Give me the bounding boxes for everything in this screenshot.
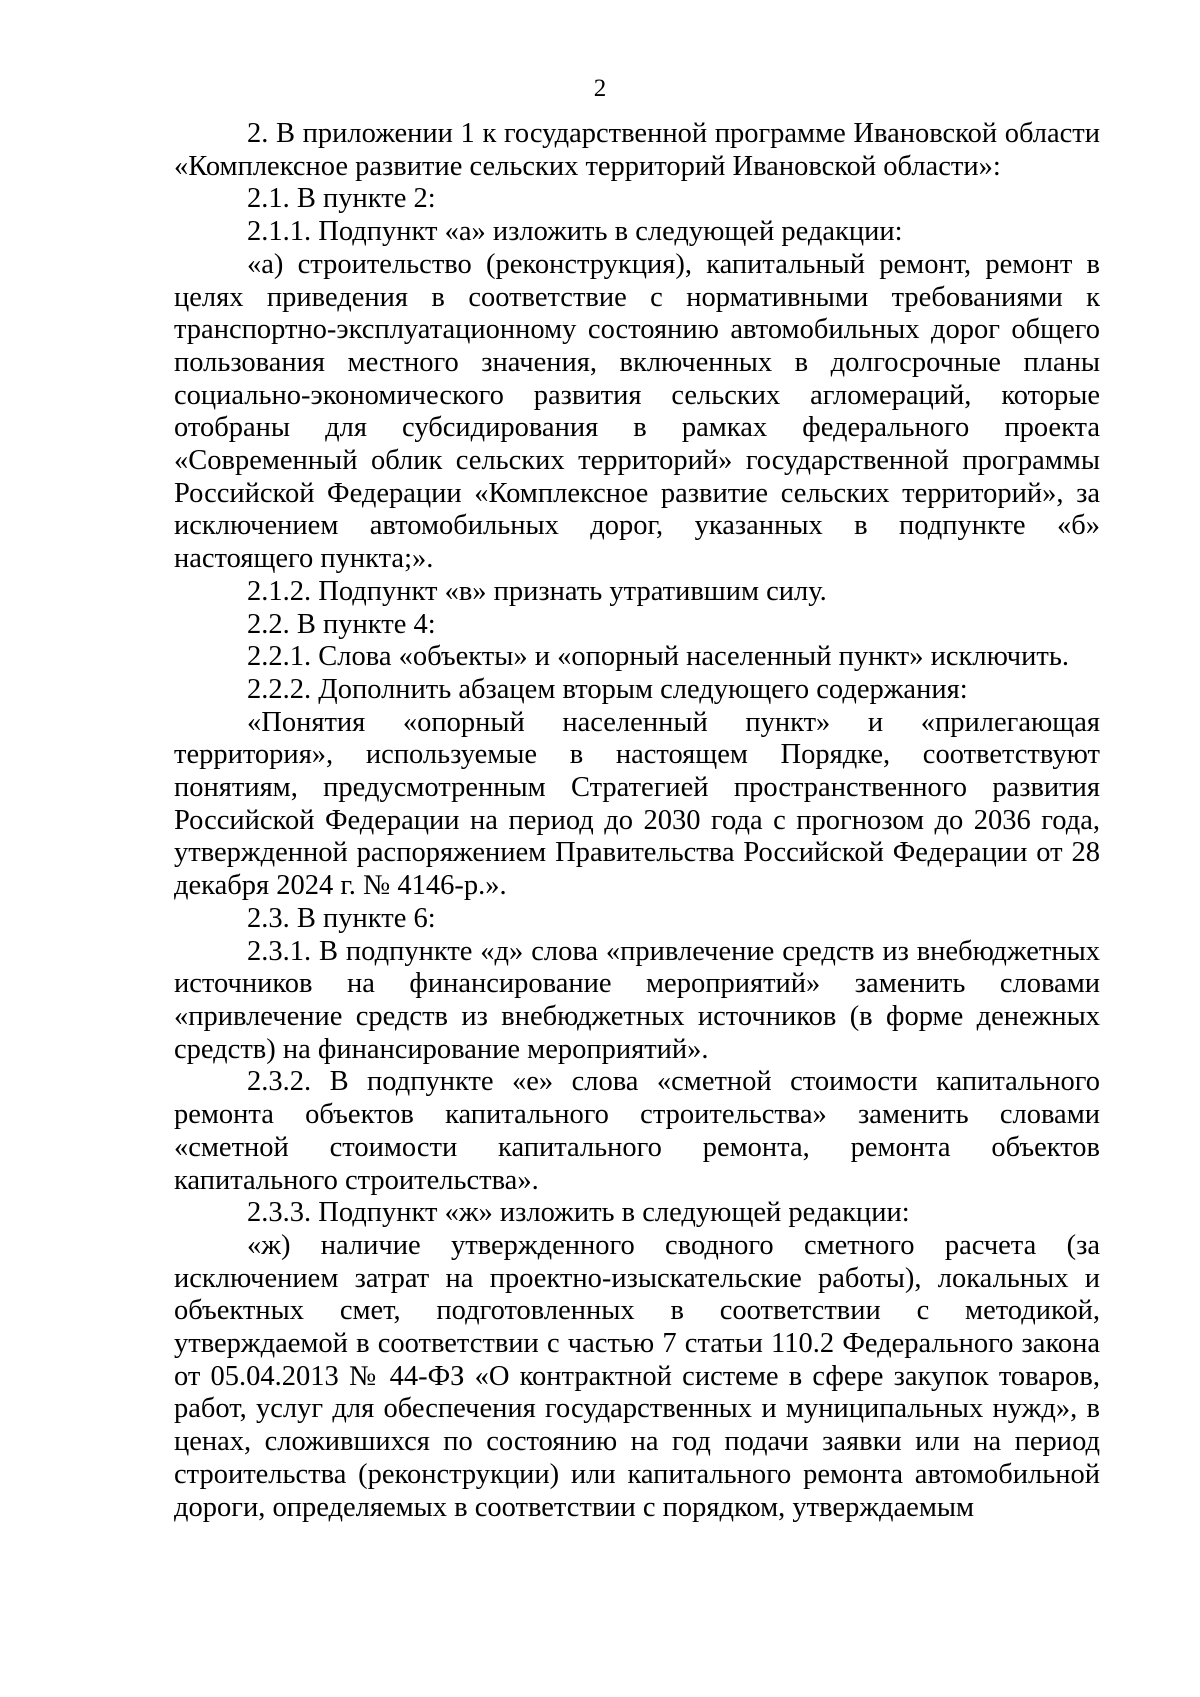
paragraph-item-2-3: 2.3. В пункте 6: (247, 902, 436, 934)
paragraph-item-2-3-1: 2.3.1. В подпункте «д» слова «привлечение средств из внебюджетных источников на финансирование мероприятий» заменить словами «привлечение средств из внебюджетных источников (в форме денежных средств) на финансирование мероприятий». (174, 935, 1100, 1065)
document-body (174, 118, 1100, 1524)
paragraph-item-2-2-1: 2.2.1. Слова «объекты» и «опорный населенный пункт» исключить. (247, 641, 1069, 673)
page-number: 2 (593, 75, 607, 102)
paragraph-subitem-a-text: «а) строительство (реконструкция), капитальный ремонт, ремонт в целях приведения в соответствие с нормативными требованиями к транспортно-эксплуатационному состоянию автомобильных дорог общего пользования местного значения, включенных в долгосрочные планы социально-экономического развития сельских агломераций, которые отобраны для субсидирования в рамках федерального проекта «Современный облик сельских территорий» государственной программы Российской Федерации «Комплексное развитие сельских территорий», за исключением автомобильных дорог, указанных в подпункте «б» настоящего пункта;». (174, 248, 1100, 575)
paragraph-item-2-1-2: 2.1.2. Подпункт «в» признать утратившим силу. (247, 575, 827, 607)
paragraph-appendix-intro: 2. В приложении 1 к государственной программе Ивановской области «Комплексное развитие сельских территорий Ивановской области»: (174, 118, 1100, 182)
paragraph-subitem-zh-text: «ж) наличие утвержденного сводного сметного расчета (за исключением затрат на проектно-изыскательские работы), локальных и объектных смет, подготовленных в соответствии с методикой, утверждаемой в соответствии с частью 7 статьи 110.2 Федерального закона от 05.04.2013 № 44-ФЗ «О контрактной системе в сфере закупок товаров, работ, услуг для обеспечения государственных и муниципальных нужд», в ценах, сложившихся по состоянию на год подачи заявки или на период строительства (реконструкции) или капитального ремонта автомобильной дороги, определяемых в соответствии с порядком, утверждаемым (174, 1229, 1100, 1523)
paragraph-definitions-text: «Понятия «опорный населенный пункт» и «прилегающая территория», используемые в настоящем Порядке, соответствуют понятиям, предусмотренным Стратегией пространственного развития Российской Федерации на период до 2030 года с прогнозом до 2036 года, утвержденной распоряжением Правительства Российской Федерации от 28 декабря 2024 г. № 4146-р.». (174, 706, 1100, 902)
paragraph-item-2-3-3: 2.3.3. Подпункт «ж» изложить в следующей редакции: (247, 1197, 910, 1229)
paragraph-item-2-2-2: 2.2.2. Дополнить абзацем вторым следующего содержания: (247, 673, 968, 705)
paragraph-item-2-1: 2.1. В пункте 2: (247, 183, 436, 215)
paragraph-item-2-2: 2.2. В пункте 4: (247, 608, 436, 640)
paragraph-item-2-1-1: 2.1.1. Подпункт «а» изложить в следующей редакции: (247, 216, 903, 248)
paragraph-item-2-3-2: 2.3.2. В подпункте «е» слова «сметной стоимости капитального ремонта объектов капитального строительства» заменить словами «сметной стоимости капитального ремонта, ремонта объектов капитального строительства». (174, 1066, 1100, 1196)
